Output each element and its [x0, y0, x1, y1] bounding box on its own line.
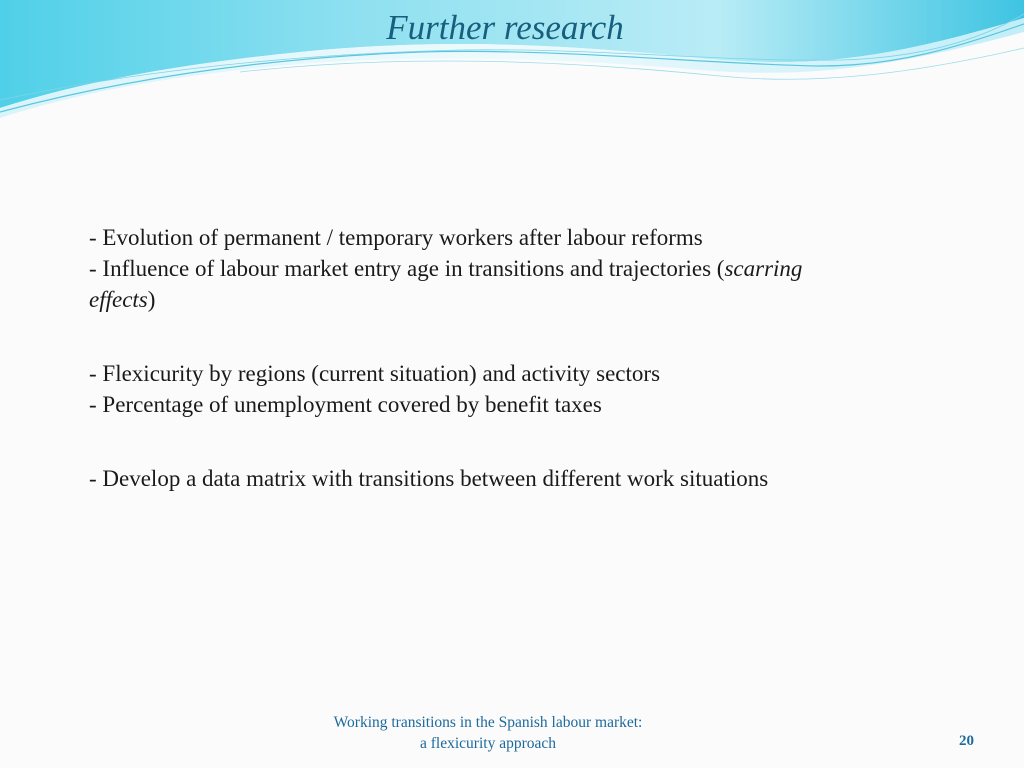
bullet-item: - Percentage of unemployment covered by benefit taxes	[89, 392, 602, 417]
footer-line: Working transitions in the Spanish labour market:	[333, 714, 643, 731]
footer-line: a flexicurity approach	[420, 735, 556, 752]
bullet-group-2	[89, 358, 959, 420]
bullet-item: - Develop a data matrix with transitions between different work situations	[89, 466, 769, 491]
bullet-item: - Evolution of permanent / temporary workers after labour reforms	[89, 225, 703, 250]
bullet-text: )	[147, 287, 156, 312]
slide-title: Further research	[386, 8, 624, 47]
bullet-italic-text: effects	[89, 287, 148, 312]
slide-footer	[250, 712, 726, 754]
bullet-group-3	[89, 463, 959, 494]
bullet-text: - Influence of labour market entry age in transitions and trajectories (	[89, 256, 725, 281]
page-number: 20	[959, 733, 974, 749]
bullet-item: - Flexicurity by regions (current situation) and activity sectors	[89, 361, 661, 386]
slide-body	[89, 222, 959, 537]
bullet-item	[89, 253, 959, 315]
bullet-group-1	[89, 222, 959, 315]
bullet-italic-text: scarring	[724, 256, 803, 281]
